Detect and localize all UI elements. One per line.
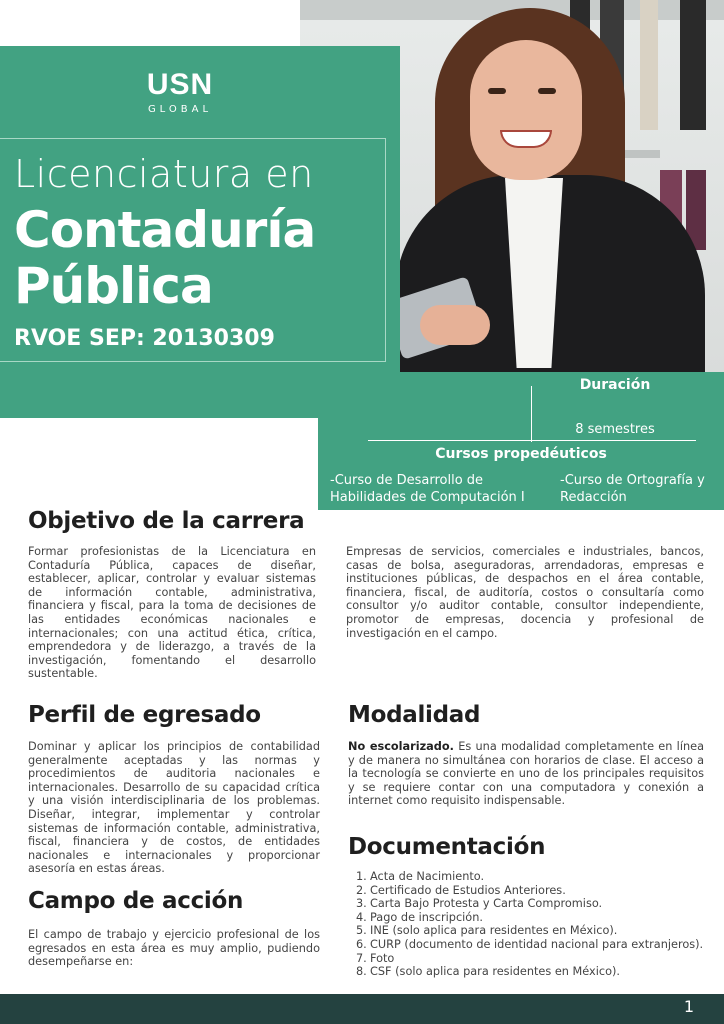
logo-sub: GLOBAL bbox=[147, 104, 213, 115]
rvoe-label: RVOE SEP: 20130309 bbox=[14, 326, 275, 351]
modalidad-bold: No escolarizado. bbox=[348, 740, 454, 753]
title-line-2: Pública bbox=[14, 257, 213, 315]
list-item: 2. Certificado de Estudios Anteriores. bbox=[356, 883, 566, 897]
objetivo-heading: Objetivo de la carrera bbox=[28, 508, 305, 534]
footer-bar bbox=[0, 994, 724, 1024]
list-item: 8. CSF (solo aplica para residentes en México). bbox=[356, 965, 620, 979]
modalidad-heading: Modalidad bbox=[348, 702, 481, 728]
title-light: Licenciatura en bbox=[14, 152, 314, 196]
cursos-label: Cursos propedéuticos bbox=[435, 446, 607, 462]
list-item: 6. CURP (documento de identidad nacional para extranjeros). bbox=[356, 937, 704, 951]
perfil-heading: Perfil de egresado bbox=[28, 702, 261, 728]
perfil-text: Dominar y aplicar los principios de contabilidad generalmente aceptadas y las normas y procedimientos de auditoria nacionales e internacionales. Desarrollo de su capacidad crítica y una visión interdisciplinaria de los problemas. Diseñar, integrar, implementar y controlar sistemas de información contable, administrativa, fiscal, financiera y de costos, de entidades nacionales e internacionales y proporcionar asesoría en estas áreas. bbox=[28, 740, 320, 876]
duracion-label: Duración bbox=[579, 377, 651, 393]
campo-heading: Campo de acción bbox=[28, 888, 244, 914]
curso-item-1: -Curso de Desarrollo de Habilidades de Computación I bbox=[330, 473, 525, 505]
page-number: 1 bbox=[683, 997, 694, 1016]
duracion-value: 8 semestres bbox=[575, 422, 655, 437]
objetivo-text: Formar profesionistas de la Licenciatura en Contaduría Pública, capaces de diseñar, establecer, aplicar, controlar y evaluar sistemas de información contable, administrativa, financiera y fiscal, para la toma de decisiones de las entidades económicas nacionales e internacionales; con una actitud ética, crítica, emprendedora y de liderazgo, a través de la investigación, fomentando el desarrollo sustentable. bbox=[28, 545, 316, 681]
list-item: 1. Acta de Nacimiento. bbox=[356, 870, 485, 883]
list-item: 5. INE (solo aplica para residentes en México). bbox=[356, 924, 618, 938]
campo-text: El campo de trabajo y ejercicio profesional de los egresados en esta área es muy amplio, pudiendo desempeñarse en: bbox=[28, 928, 320, 969]
divider-horizontal bbox=[368, 440, 696, 441]
list-item: 4. Pago de inscripción. bbox=[356, 910, 483, 924]
modalidad-body: Es una modalidad completamente en línea y de manera no simultánea con horarios de clase. El acceso a la tecnología se convierte en uno de los principales requisitos y se requiere contar con una computadora y conexión a internet como requisito indispensable. bbox=[348, 740, 704, 808]
divider-vertical bbox=[531, 386, 532, 442]
usn-logo bbox=[130, 70, 230, 115]
curso-item-2: -Curso de Ortografía y Redacción bbox=[560, 473, 705, 505]
logo-name: USN bbox=[146, 68, 214, 101]
page-title bbox=[14, 202, 315, 314]
documentacion-list bbox=[356, 870, 706, 979]
list-item: 7. Foto bbox=[356, 951, 395, 965]
title-line-1: Contaduría bbox=[14, 201, 316, 259]
modalidad-text bbox=[348, 740, 704, 808]
list-item: 3. Carta Bajo Protesta y Carta Compromiso. bbox=[356, 897, 603, 911]
campo-continuacion-text: Empresas de servicios, comerciales e industriales, bancos, casas de bolsa, aseguradoras, arrendadoras, empresas e instituciones públicas, de despachos en el área contable, financiera, fiscal, de auditoría, costos o consultaría como consultor y/o auditor contable, consultor independiente, promotor de empresas, docencia y profesional de investigación en el campo. bbox=[346, 545, 704, 640]
documentacion-heading: Documentación bbox=[348, 834, 546, 860]
